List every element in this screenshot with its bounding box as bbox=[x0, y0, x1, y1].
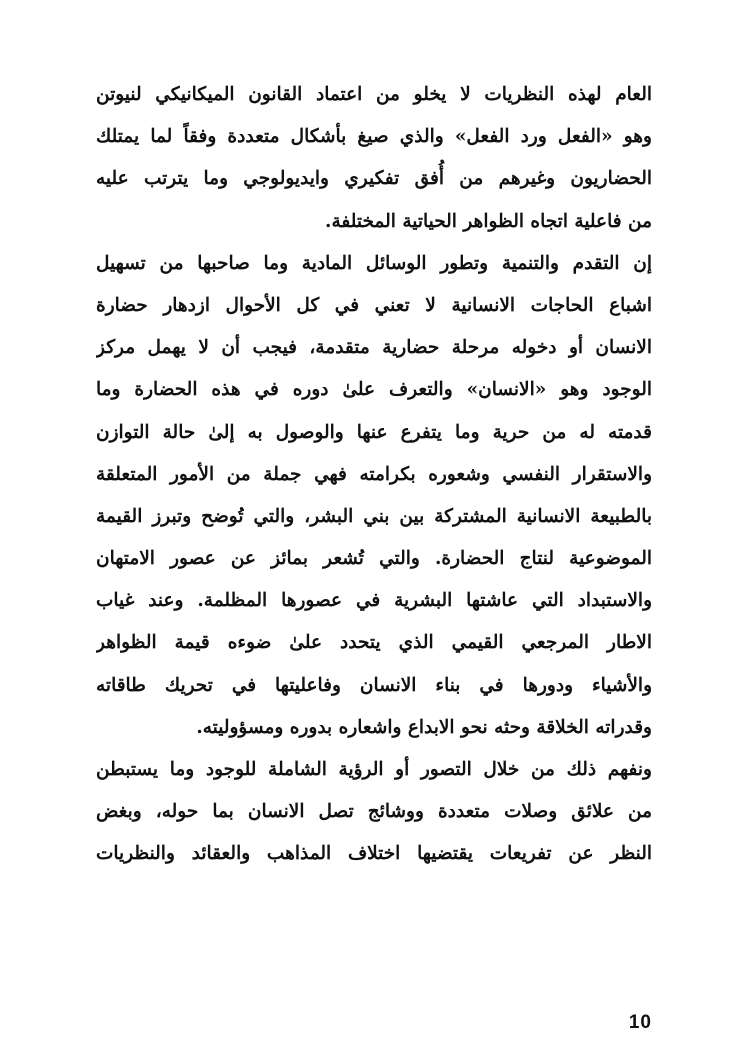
paragraph-end-line: من فاعلية اتجاه الظواهر الحياتية المختلفة. bbox=[325, 210, 652, 232]
page-number: 10 bbox=[628, 1012, 652, 1033]
text-line: والاستقرار النفسي وشعوره بكرامته فهي جملة من الأمور المتعلقة bbox=[96, 463, 652, 485]
text-line: من علائق وصلات متعددة ووشائج تصل الانسان بما حوله، وبغض bbox=[96, 801, 652, 823]
text-line: النظر عن تفريعات يقتضيها اختلاف المذاهب والعقائد والنظريات bbox=[96, 843, 652, 865]
text-line: الوجود وهو «الانسان» والتعرف علىٰ دوره في هذه الحضارة وما bbox=[96, 379, 652, 401]
text-line: ونفهم ذلك من خلال التصور أو الرؤية الشاملة للوجود وما يستبطن bbox=[96, 759, 652, 780]
text-line: اشباع الحاجات الانسانية لا تعني في كل الأحوال ازدهار حضارة bbox=[96, 294, 652, 316]
text-line: بالطبيعة الانسانية المشتركة بين بني البشر، والتي تُوضح وتبرز القيمة bbox=[96, 505, 652, 527]
paragraph-end-line: وقدراته الخلاقة وحثه نحو الابداع واشعاره بدوره ومسؤوليته. bbox=[196, 716, 652, 738]
text-line: العام لهذه النظريات لا يخلو من اعتماد القانون الميكانيكي لنيوتن bbox=[96, 84, 652, 105]
text-line: إن التقدم والتنمية وتطور الوسائل المادية وما صاحبها من تسهيل bbox=[96, 252, 652, 274]
text-line: الاطار المرجعي القيمي الذي يتحدد علىٰ ضوءه قيمة الظواهر bbox=[96, 632, 652, 654]
text-line: الانسان أو دخوله مرحلة حضارية متقدمة، فيجب أن لا يهمل مركز bbox=[96, 337, 652, 359]
text-line: والأشياء ودورها في بناء الانسان وفاعليتها في تحريك طاقاته bbox=[96, 674, 652, 696]
text-line: وهو «الفعل ورد الفعل» والذي صيغ بأشكال متعددة وفقاً لما يمتلك bbox=[96, 126, 652, 148]
text-line: الموضوعية لنتاج الحضارة. والتي تُشعر بمائز عن عصور الامتهان bbox=[96, 548, 652, 570]
text-line: قدمته له من حرية وما يتفرع عنها والوصول به إلىٰ حالة التوازن bbox=[96, 421, 652, 443]
text-line: الحضاريون وغيرهم من أُفق تفكيري وايديولوجي وما يترتب عليه bbox=[96, 168, 652, 190]
text-line: والاستبداد التي عاشتها البشرية في عصورها المظلمة. وعند غياب bbox=[96, 590, 652, 612]
body-text bbox=[96, 74, 652, 876]
